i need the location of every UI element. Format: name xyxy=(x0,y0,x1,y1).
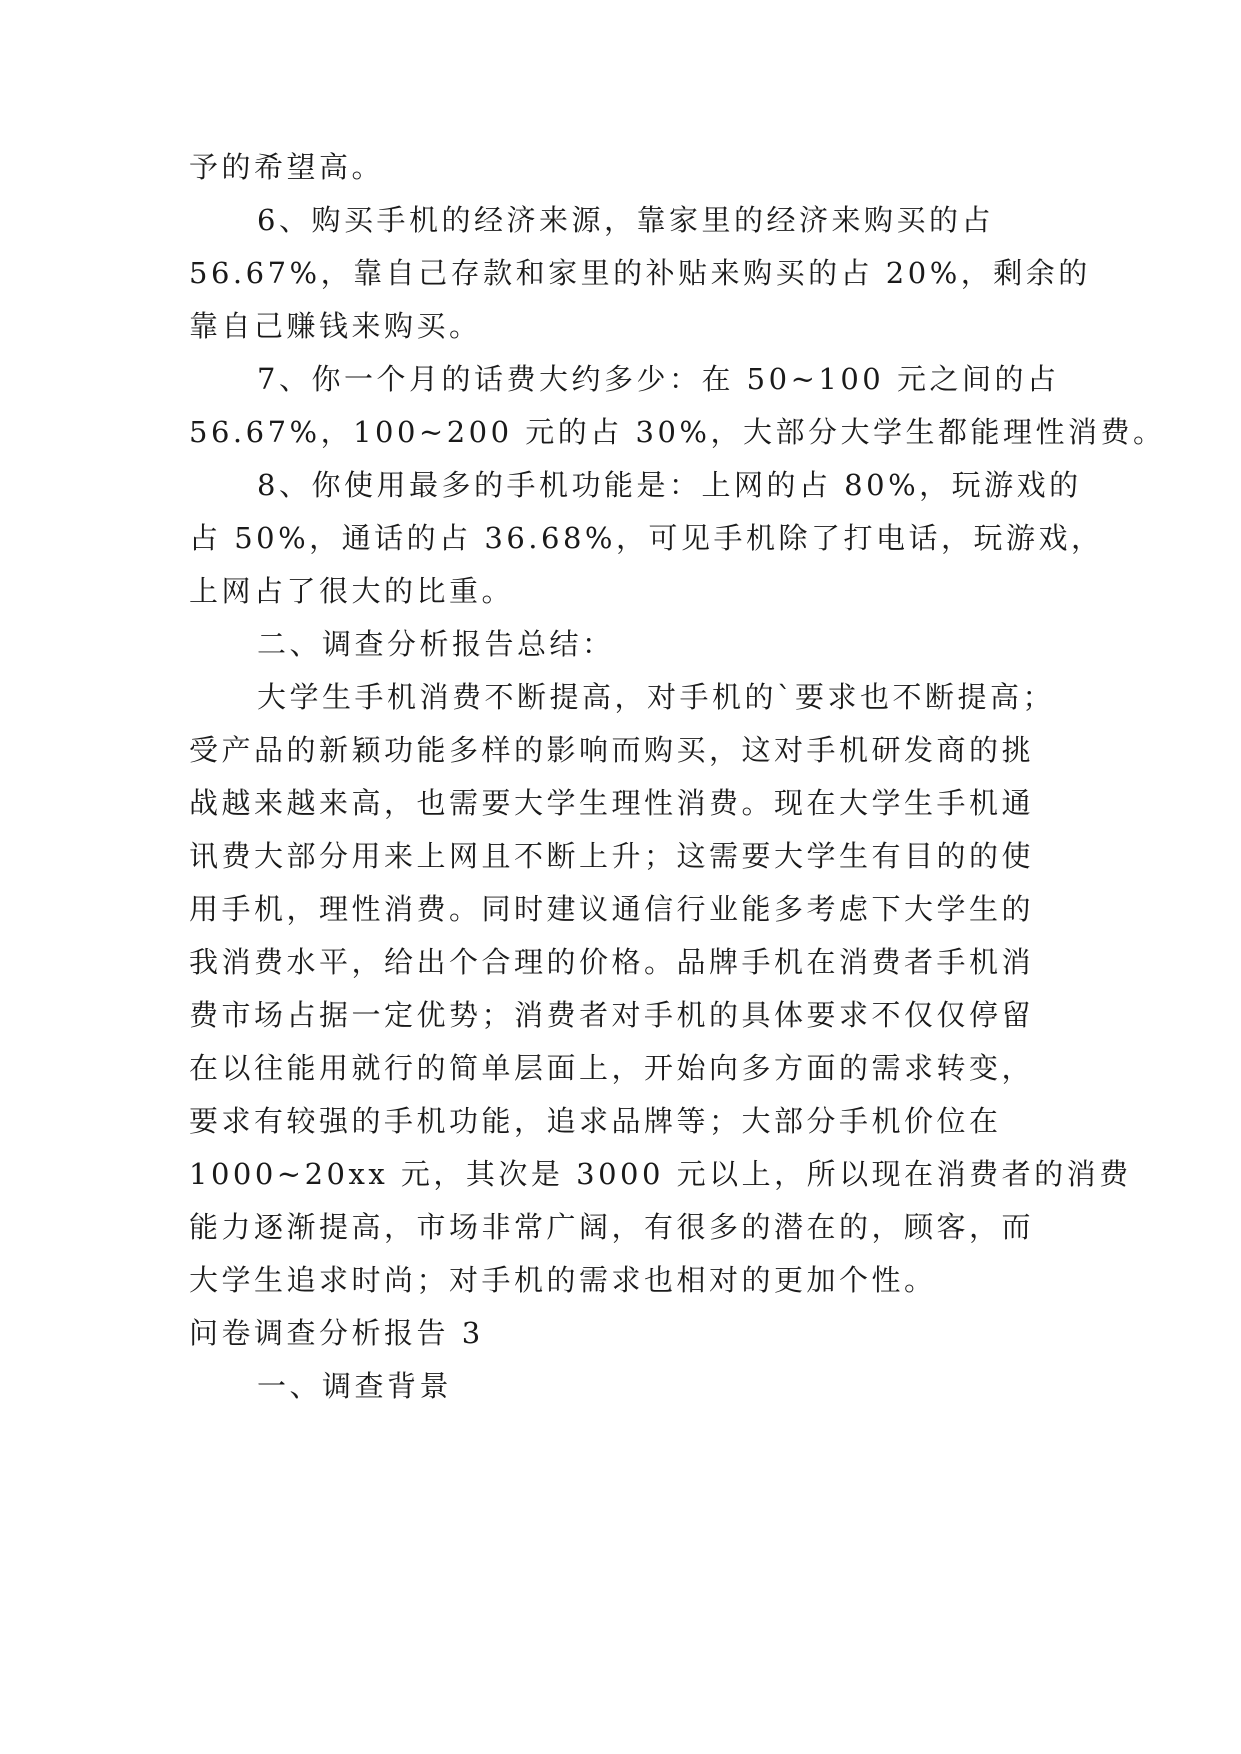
text-line: 用手机，理性消费。同时建议通信行业能多考虑下大学生的 xyxy=(189,892,1035,926)
text-line: 要求有较强的手机功能，追求品牌等；大部分手机价位在 xyxy=(189,1104,1002,1138)
text-line: 我消费水平，给出个合理的价格。品牌手机在消费者手机消 xyxy=(189,945,1035,979)
section-heading: 二、调查分析报告总结： xyxy=(257,627,615,661)
text-line: 战越来越来高，也需要大学生理性消费。现在大学生手机通 xyxy=(189,786,1035,820)
text-line: 大学生手机消费不断提高，对手机的`要求也不断提高； xyxy=(257,680,1056,714)
text-line: 费市场占据一定优势；消费者对手机的具体要求不仅仅停留 xyxy=(189,998,1035,1032)
text-line: 予的希望高。 xyxy=(189,150,385,184)
text-line: 8、你使用最多的手机功能是：上网的占 80%，玩游戏的 xyxy=(257,468,1082,502)
text-line: 能力逐渐提高，市场非常广阔，有很多的潜在的，顾客，而 xyxy=(189,1210,1035,1244)
text-line: 56.67%，100~200 元的占 30%，大部分大学生都能理性消费。 xyxy=(189,415,1166,449)
text-line: 上网占了很大的比重。 xyxy=(189,574,515,608)
text-line: 在以往能用就行的简单层面上，开始向多方面的需求转变， xyxy=(189,1051,1035,1085)
text-line: 56.67%，靠自己存款和家里的补贴来购买的占 20%，剩余的 xyxy=(189,256,1091,290)
text-line: 占 50%，通话的占 36.68%，可见手机除了打电话，玩游戏， xyxy=(189,521,1104,555)
text-line: 大学生追求时尚；对手机的需求也相对的更加个性。 xyxy=(189,1263,937,1297)
text-line: 讯费大部分用来上网且不断上升；这需要大学生有目的的使 xyxy=(189,839,1035,873)
report-title: 问卷调查分析报告 3 xyxy=(189,1316,484,1350)
text-line: 受产品的新颖功能多样的影响而购买，这对手机研发商的挑 xyxy=(189,733,1035,767)
text-line: 7、你一个月的话费大约多少：在 50~100 元之间的占 xyxy=(257,362,1060,396)
section-heading: 一、调查背景 xyxy=(257,1369,453,1403)
text-line: 1000~20xx 元，其次是 3000 元以上，所以现在消费者的消费 xyxy=(189,1157,1132,1191)
text-line: 6、购买手机的经济来源，靠家里的经济来购买的占 xyxy=(257,203,994,237)
text-line: 靠自己赚钱来购买。 xyxy=(189,309,482,343)
